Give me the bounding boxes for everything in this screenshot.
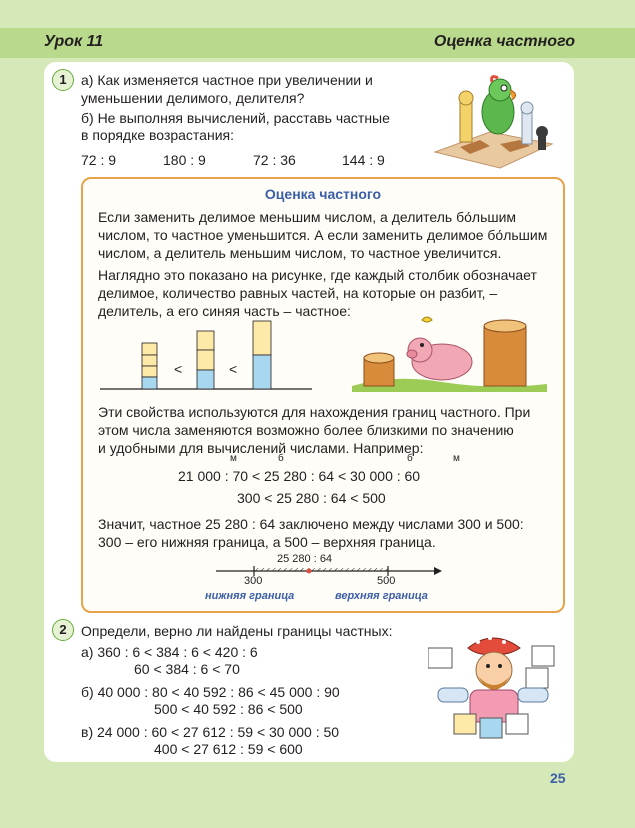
task1-a-line2: уменьшении делимого, делителя? bbox=[81, 90, 305, 106]
task1-b-line1: б) Не выполняя вычислений, расставь частные bbox=[81, 110, 390, 126]
boy-blocks-illustration bbox=[428, 628, 558, 748]
numberline-low: 300 bbox=[244, 575, 263, 587]
block-icon bbox=[428, 648, 452, 668]
rule-paragraph-line: делимое, количество равных частей, на которые он разбит, – bbox=[98, 285, 498, 301]
mark-smaller: м bbox=[453, 453, 460, 464]
rule-paragraph-line: Значит, частное 25 280 : 64 заключено между числами 300 и 500: bbox=[98, 516, 524, 532]
quotient-point bbox=[307, 569, 312, 574]
mark-bigger: б bbox=[278, 453, 284, 464]
rule-paragraph-line: числом, то частное уменьшится. А если заменить делимое бо́льшим bbox=[98, 227, 548, 243]
upper-bound-caption: верхняя граница bbox=[335, 590, 428, 602]
example-bounds: 300 < 25 280 : 64 < 500 bbox=[237, 490, 386, 506]
task2-item-line: в) 24 000 : 60 < 27 612 : 59 < 30 000 : 50 bbox=[81, 724, 340, 740]
task-number-2: 2 bbox=[52, 619, 74, 641]
task-number-1: 1 bbox=[52, 69, 74, 91]
block-icon bbox=[506, 714, 528, 734]
lower-bound-caption: нижняя граница bbox=[205, 590, 295, 602]
parrot-chess-illustration bbox=[430, 72, 558, 170]
less-than-sign: < bbox=[229, 361, 238, 377]
task2-item-line: 500 < 40 592 : 86 < 500 bbox=[154, 701, 303, 717]
task2-prompt: Определи, верно ли найдены границы частных: bbox=[81, 623, 393, 639]
block-icon bbox=[532, 646, 554, 666]
task2-item-line: б) 40 000 : 80 < 40 592 : 86 < 45 000 : 90 bbox=[81, 684, 340, 700]
quotient-item: 144 : 9 bbox=[342, 152, 385, 168]
quotient-item: 72 : 9 bbox=[81, 152, 117, 168]
topic-title: Оценка частного bbox=[433, 33, 575, 50]
numberline-point-label: 25 280 : 64 bbox=[277, 553, 333, 565]
bars-diagram bbox=[96, 318, 316, 392]
bar-column-3 bbox=[253, 321, 271, 389]
numberline-high: 500 bbox=[377, 575, 396, 587]
task1-b-line2: в порядке возрастания: bbox=[81, 127, 234, 143]
task2-item-line: 60 < 384 : 6 < 70 bbox=[134, 661, 240, 677]
rule-paragraph-line: и удобными для вычислений числами. Например: bbox=[98, 440, 424, 456]
block-icon bbox=[454, 714, 476, 734]
rule-paragraph-line: Эти свойства используются для нахождения границ частного. При bbox=[98, 404, 531, 420]
rule-paragraph-line: Наглядно это показано на рисунке, где каждый столбик обозначает bbox=[98, 267, 537, 283]
example-inequality: 21 000 : 70 < 25 280 : 64 < 30 000 : 60 bbox=[178, 468, 421, 484]
page-number: 25 bbox=[550, 770, 566, 786]
bar-column-1 bbox=[142, 343, 157, 389]
rule-paragraph-line: числом, а делитель меньшим числом, то частное увеличится. bbox=[98, 245, 502, 261]
rule-paragraph-line: делитель, а его синяя часть – частное: bbox=[98, 303, 351, 319]
quotient-item: 180 : 9 bbox=[163, 152, 206, 168]
lesson-title: Урок 11 bbox=[44, 33, 104, 50]
arrow-head bbox=[434, 567, 442, 575]
pig-stumps-illustration bbox=[352, 314, 547, 392]
mark-smaller: м bbox=[230, 453, 237, 464]
rule-paragraph-line: 300 – его нижняя граница, а 500 – верхняя граница. bbox=[98, 534, 436, 550]
rule-paragraph-line: Если заменить делимое меньшим числом, а делитель бо́льшим bbox=[98, 209, 517, 225]
quotient-item: 72 : 36 bbox=[253, 152, 296, 168]
rule-title: Оценка частного bbox=[264, 186, 382, 202]
task1-a-line1: а) Как изменяется частное при увеличении и bbox=[81, 72, 373, 88]
rule-paragraph-line: этом числа заменяются возможно более близкими по значению bbox=[98, 422, 514, 438]
less-than-sign: < bbox=[174, 361, 183, 377]
block-icon bbox=[526, 668, 548, 688]
block-icon bbox=[480, 718, 502, 738]
mark-bigger: б bbox=[407, 453, 413, 464]
bar-column-2 bbox=[197, 331, 214, 389]
task2-item-line: 400 < 27 612 : 59 < 600 bbox=[154, 741, 303, 757]
task2-item-line: а) 360 : 6 < 384 : 6 < 420 : 6 bbox=[81, 644, 258, 660]
